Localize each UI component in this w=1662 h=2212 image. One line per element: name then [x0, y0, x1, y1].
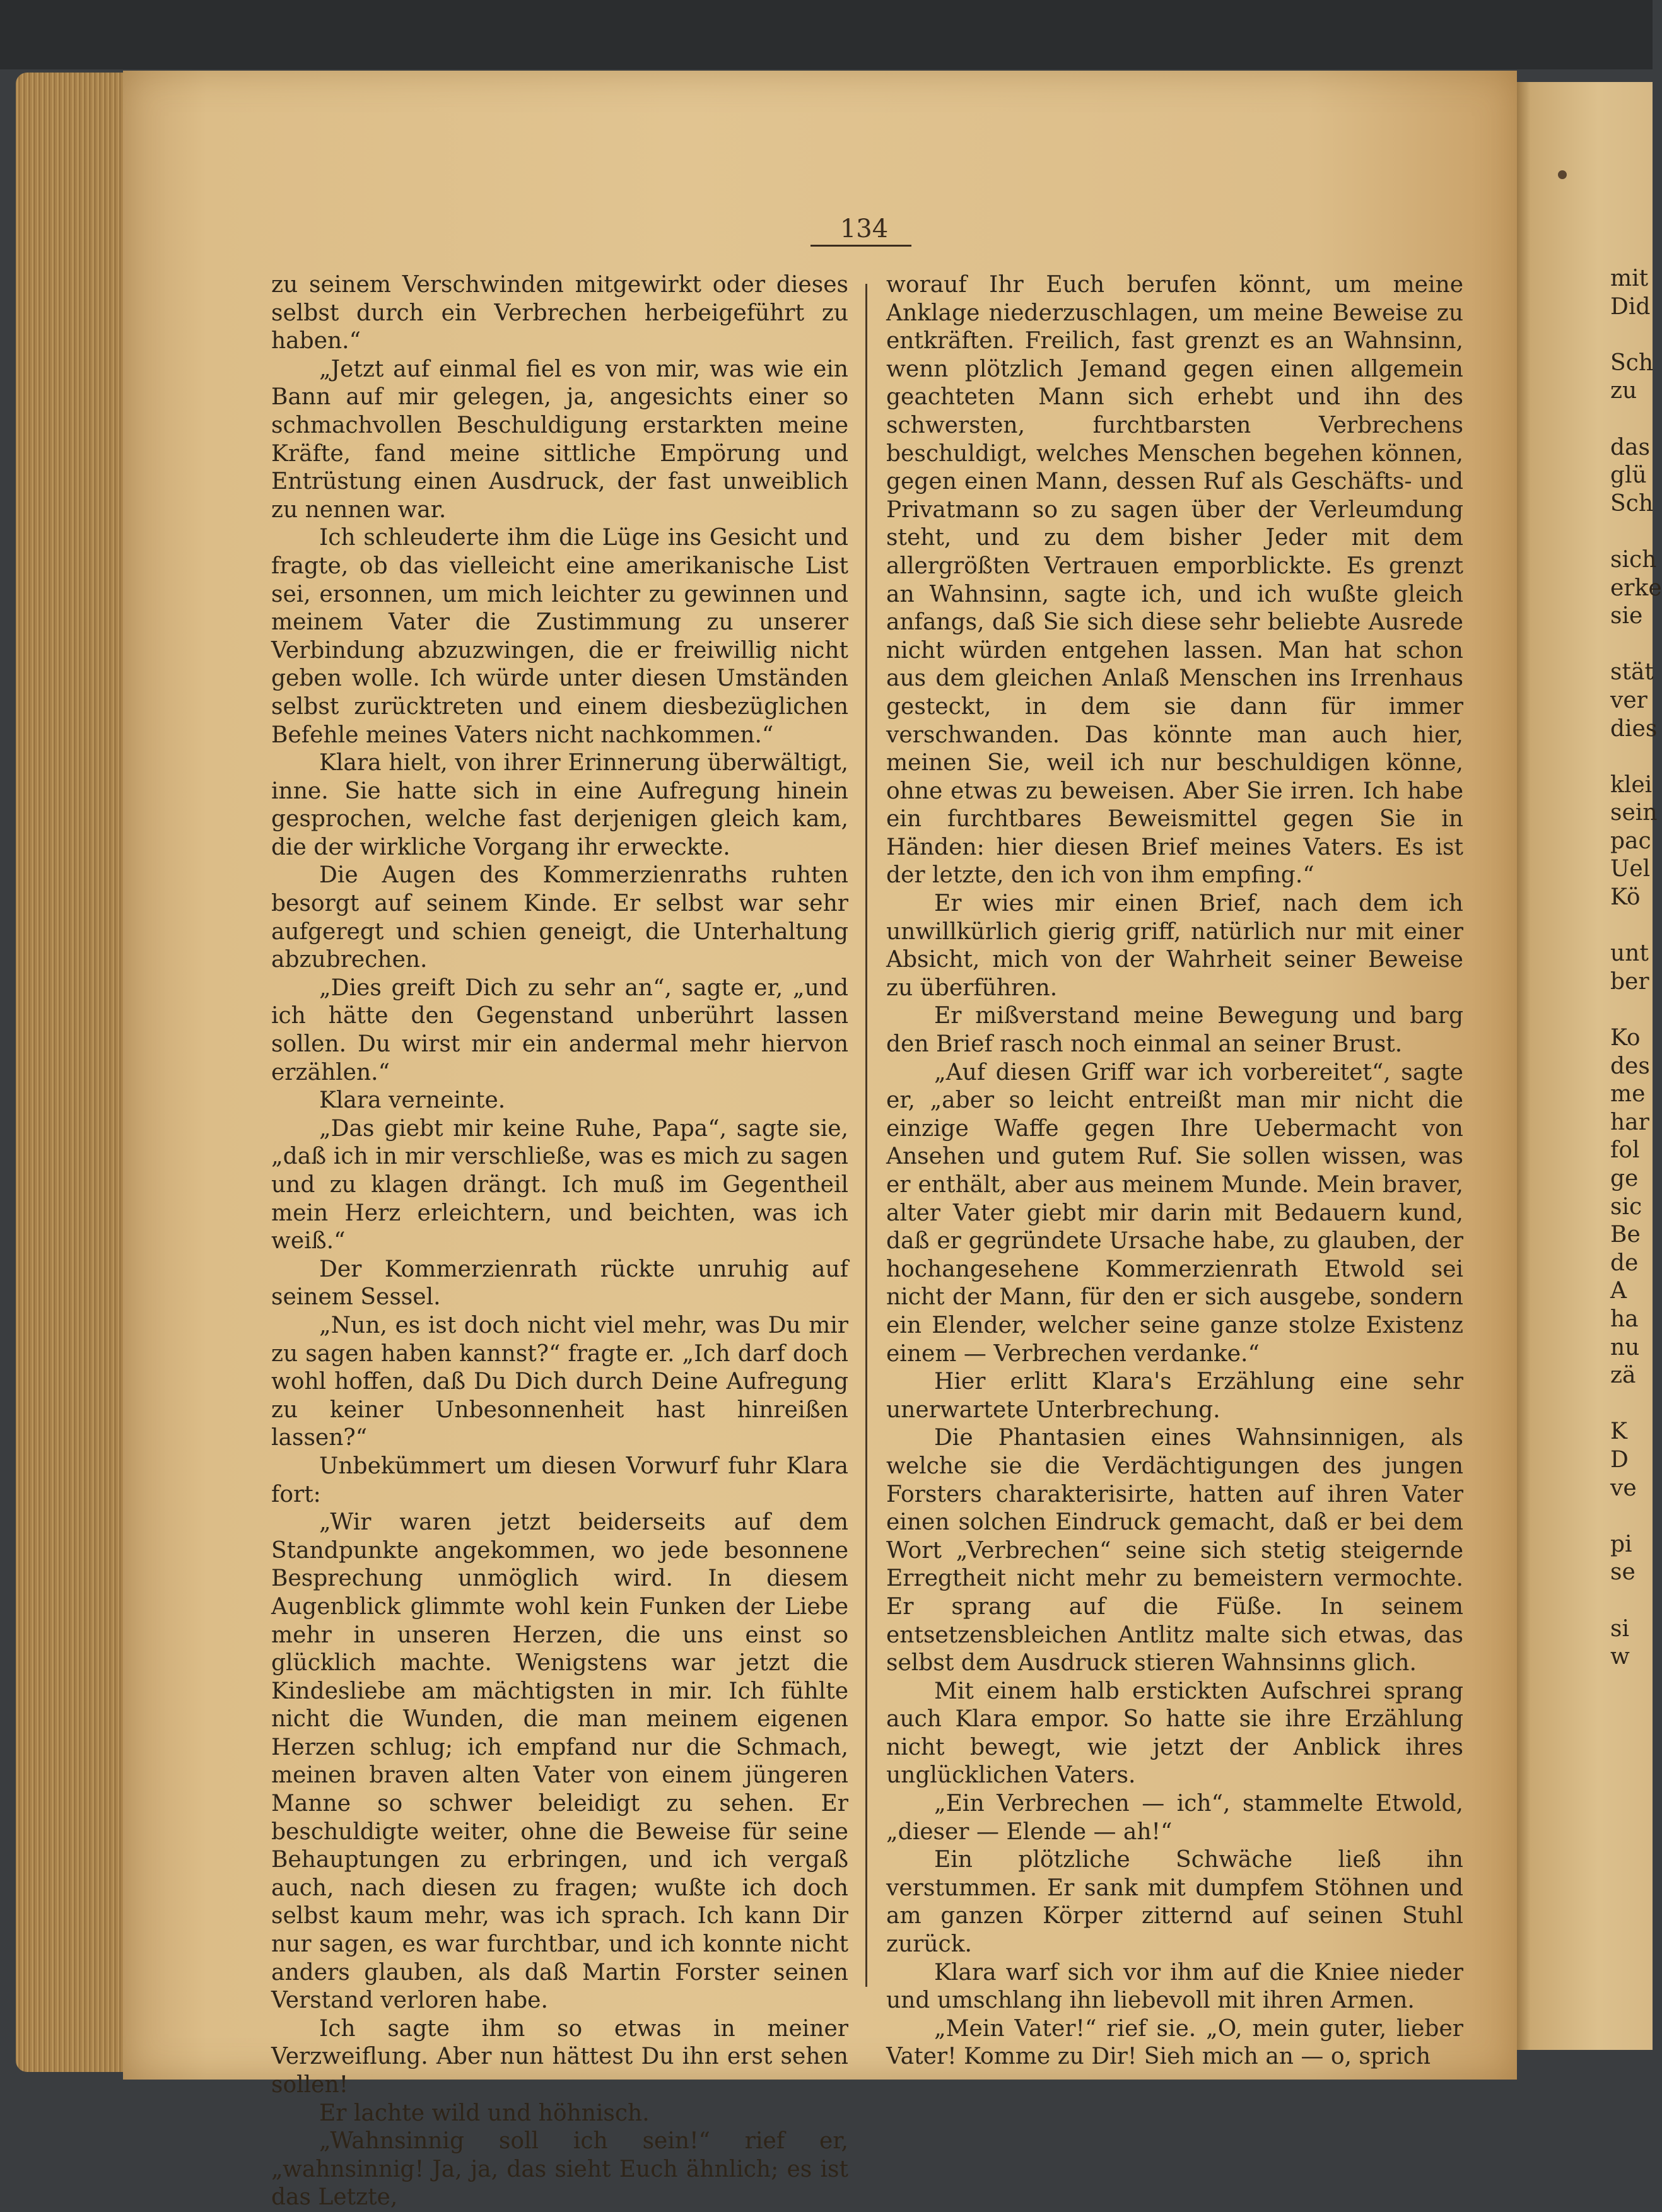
fragment-line: zu — [1610, 378, 1637, 404]
scanner-background — [0, 0, 1653, 69]
paragraph: „Wahnsinnig soll ich sein!“ rief er, „wahnsinnig! Ja, ja, das sieht Euch ähnlich; es ist das Letzte, — [271, 2128, 848, 2211]
fragment-line — [1610, 631, 1653, 659]
fragment-line: ber — [1610, 968, 1649, 995]
paragraph: Der Kommerzienrath rückte unruhig auf seinem Sessel. — [271, 1256, 848, 1311]
fragment-line: mit — [1610, 266, 1649, 291]
fragment-line: w — [1610, 1644, 1630, 1670]
paragraph: Er wies mir einen Brief, nach dem ich unwillkürlich gierig griff, natürlich nur mit einer Absicht, mich von der Wahrheit seiner Beweise zu überführen. — [886, 891, 1463, 1001]
fragment-line — [1610, 321, 1653, 349]
paragraph: „Mein Vater!“ rief sie. „O, mein guter, lieber Vater! Komme zu Dir! Sieh mich an — o, sprich — [886, 2015, 1463, 2070]
fragment-line: me — [1610, 1081, 1646, 1108]
fragment-line: das — [1610, 434, 1650, 460]
fragment-line — [1610, 518, 1653, 546]
fragment-line: Did — [1610, 293, 1651, 320]
fragment-line: nu — [1610, 1334, 1640, 1361]
paragraph: Hier erlitt Klara's Erzählung eine sehr unerwartete Unterbrechung. — [886, 1369, 1463, 1423]
fragment-line: se — [1610, 1559, 1636, 1586]
fragment-line: K — [1610, 1419, 1627, 1445]
paragraph: Unbekümmert um diesen Vorwurf fuhr Klara fort: — [271, 1453, 848, 1507]
column-divider — [865, 284, 867, 1987]
fragment-line: pac — [1610, 828, 1651, 854]
paragraph: Er lachte wild und höhnisch. — [319, 2100, 650, 2126]
fragment-line: sich — [1610, 546, 1657, 573]
fragment-line: Sch — [1610, 490, 1654, 517]
paragraph: Klara verneinte. — [319, 1087, 506, 1114]
paragraph: „Das giebt mir keine Ruhe, Papa“, sagte sie, „daß ich in mir verschließe, was es mich zu sagen und zu klagen drängt. Ich muß im Gegentheil mein Herz erleichtern, und beichten, was ich weiß.“ — [271, 1115, 848, 1255]
fragment-line: sein — [1610, 800, 1658, 826]
paragraph: „Jetzt auf einmal fiel es von mir, was wie ein Bann auf mir gelegen, ja, angesichts einer so schmachvollen Beschuldigung erstarkten meine Kräfte, fand meine sittliche Empörung und Entrüstung einen Ausdruck, der fast unweiblich zu nennen war. — [271, 356, 848, 523]
fragment-line: stät — [1610, 659, 1654, 686]
fragment-line: ver — [1610, 687, 1647, 713]
fragment-line: ha — [1610, 1306, 1639, 1332]
paragraph: worauf Ihr Euch berufen könnt, um meine Anklage niederzuschlagen, um meine Beweise zu entkräften. Freilich, fast grenzt es an Wahnsinn, wenn plötzlich Jemand gegen einen allgemein geachteten Mann sich erhebt und ihn des schwersten, furchtbarsten Verbrechens beschuldigt, welches Menschen begehen können, gegen einen Mann, dessen Ruf als Geschäfts- und Privatmann so zu sagen über der Verleumdung steht, und zu dem bisher Jeder mit dem allergrößten Vertrauen emporblickte. Es grenzt an Wahnsinn, sagte ich, und ich wußte gleich anfangs, daß Sie sich diese sehr beliebte Ausrede nicht würden entgehen lassen. Man hat schon aus dem gleichen Anlaß Menschen ins Irrenhaus gesteckt, in dem sie dann für immer verschwanden. Das könnte man auch hier, meinen Sie, weil ich nur beschuldigen könne, ohne etwas zu beweisen. Aber Sie irren. Ich habe ein furchtbares Beweismittel gegen Sie in Händen: hier diesen Brief meines Vaters. Es ist der letzte, den ich von ihm empfing.“ — [886, 272, 1463, 889]
fragment-line: D — [1610, 1446, 1629, 1473]
paragraph: „Dies greift Dich zu sehr an“, sagte er, „und ich hätte den Gegenstand unberührt lassen sollen. Du wirst mir ein andermal mehr hiervon erzählen.“ — [271, 974, 848, 1086]
fragment-line — [1610, 912, 1653, 940]
page-number: 134 — [840, 214, 889, 243]
fragment-line: Be — [1610, 1222, 1641, 1248]
fragment-line — [1610, 1390, 1653, 1419]
fragment-line: A — [1610, 1278, 1627, 1304]
paragraph: Ich sagte ihm so etwas in meiner Verzweiflung. Aber nun hättest Du ihn erst sehen sollen! — [271, 2015, 848, 2098]
fragment-line: fol — [1610, 1137, 1640, 1164]
margin-dot-mark — [1558, 170, 1567, 179]
fragment-line: Kö — [1610, 884, 1641, 911]
left-text-column — [271, 271, 848, 2212]
fragment-line: Sch — [1610, 349, 1654, 376]
paragraph: „Ein Verbrechen — ich“, stammelte Etwold, „dieser — Elende — ah!“ — [886, 1791, 1463, 1845]
paragraph: Er mißverstand meine Bewegung und barg den Brief rasch noch einmal an seiner Brust. — [886, 1003, 1463, 1058]
fragment-line: dies — [1610, 715, 1658, 742]
fragment-line: sic — [1610, 1193, 1642, 1220]
fragment-line: klei — [1610, 771, 1653, 798]
fragment-line: ge — [1610, 1166, 1639, 1191]
paragraph: „Nun, es ist doch nicht viel mehr, was Du mir zu sagen haben kannst?“ fragte er. „Ich darf doch wohl hoffen, daß Du Dich durch Deine Aufregung zu keiner Unbesonnenheit hast hinreißen lassen?“ — [271, 1312, 848, 1451]
fragment-line — [1610, 406, 1653, 434]
paragraph: Mit einem halb erstickten Aufschrei sprang auch Klara empor. So hatte sie ihre Erzählung nicht bewegt, wie jetzt der Anblick ihres unglücklichen Vaters. — [886, 1678, 1463, 1789]
fragment-line: glü — [1610, 462, 1647, 489]
paragraph: Ich schleuderte ihm die Lüge ins Gesicht und fragte, ob das vielleicht eine amerikanische List sei, ersonnen, um mich leichter zu gewinnen und meinem Vater die Zustimmung zu unserer Verbindung abzuzwingen, die er freiwillig nicht geben wolle. Ich würde unter diesen Umständen selbst zurücktreten und einem diesbezüglichen Befehle meines Vaters nicht nachkommen.“ — [271, 525, 848, 748]
fragment-line: si — [1610, 1615, 1629, 1642]
fragment-line: des — [1610, 1053, 1650, 1079]
fragment-line — [1610, 1587, 1653, 1615]
fragment-line: pi — [1610, 1531, 1632, 1557]
paragraph: Klara warf sich vor ihm auf die Kniee nieder und umschlang ihn liebevoll mit ihren Armen. — [886, 1959, 1463, 2014]
paragraph: zu seinem Verschwinden mitgewirkt oder dieses selbst durch ein Verbrechen herbeigeführt zu haben.“ — [271, 272, 848, 354]
paragraph: Die Phantasien eines Wahnsinnigen, als welche sie die Verdächtigungen des jungen Forsters charakterisirte, hatten auf ihren Vater einen solchen Eindruck gemacht, daß er bei dem Wort „Verbrechen“ seine sich stetig steigernde Erregtheit nicht mehr zu bemeistern vermochte. Er sprang auf die Füße. In seinem entsetzensbleichen Antlitz malte sich etwas, das selbst dem Ausdruck stieren Wahnsinns glich. — [886, 1425, 1463, 1677]
paragraph: Die Augen des Kommerzienraths ruhten besorgt auf seinem Kinde. Er selbst war sehr aufgeregt und schien geneigt, die Unterhaltung abzubrechen. — [271, 862, 848, 973]
paragraph: „Auf diesen Griff war ich vorbereitet“, sagte er, „aber so leicht entreißt man mir nicht die einzige Waffe gegen Ihre Uebermacht von Ansehen und gutem Ruf. Sie sollen wissen, was er enthält, aber aus meinem Munde. Mein braver, alter Vater giebt mir darin mit Bedauern kund, daß er gegründete Ursache habe, zu glauben, der hochangesehene Kommerzienrath Etwold sei nicht der Mann, für den er sich ausgebe, sondern ein Elender, welcher seine ganze stolze Existenz einem — Verbrechen verdanke.“ — [886, 1059, 1463, 1367]
fragment-line — [1610, 996, 1653, 1024]
paragraph: Ein plötzliche Schwäche ließ ihn verstummen. Er sank mit dumpfem Stöhnen und am ganzen Körper zitternd auf seinen Stuhl zurück. — [886, 1847, 1463, 1958]
page-number-rule — [811, 245, 911, 247]
fragment-line: unt — [1610, 940, 1649, 967]
fragment-line — [1610, 1502, 1653, 1531]
fragment-line: de — [1610, 1249, 1639, 1276]
fragment-line: Ko — [1610, 1025, 1641, 1051]
paragraph: „Wir waren jetzt beiderseits auf dem Standpunkte angekommen, wo jede besonnene Besprechung unmöglich wird. In diesem Augenblick glimmte wohl kein Funken der Liebe mehr in unseren Herzen, die uns einst so glücklich machte. Wenigstens war jetzt die Kindesliebe am mächtigsten in mir. Ich fühlte nicht die Wunden, die man meinem eigenen Herzen schlug; ich empfand nur die Schmach, meinen braven alten Vater von einem jüngeren Manne so schwer beleidigt zu sehen. Er beschuldigte weiter, ohne die Beweise für seine Behauptungen zu erbringen, und ich vergaß auch, nach diesen zu fragen; wußte ich doch selbst kaum mehr, was ich sprach. Ich kann Dir nur sagen, es war furchtbar, und ich konnte nicht anders glauben, als daß Martin Forster seinen Verstand verloren habe. — [271, 1509, 848, 2014]
fragment-line — [1610, 743, 1653, 771]
right-text-column — [886, 271, 1463, 2071]
fragment-line: ve — [1610, 1475, 1637, 1501]
fragment-line: Uel — [1610, 856, 1651, 882]
fragment-line: sie — [1610, 603, 1643, 629]
fragment-line: har — [1610, 1109, 1649, 1135]
facing-page-text-fragments — [1610, 265, 1662, 1671]
paragraph: Klara hielt, von ihrer Erinnerung überwältigt, inne. Sie hatte sich in eine Aufregung hinein gesprochen, welche fast derjenigen gleich kam, die der wirkliche Vorgang ihr erweckte. — [271, 750, 848, 860]
fragment-line: erke — [1610, 575, 1662, 601]
fragment-line: zä — [1610, 1362, 1636, 1389]
